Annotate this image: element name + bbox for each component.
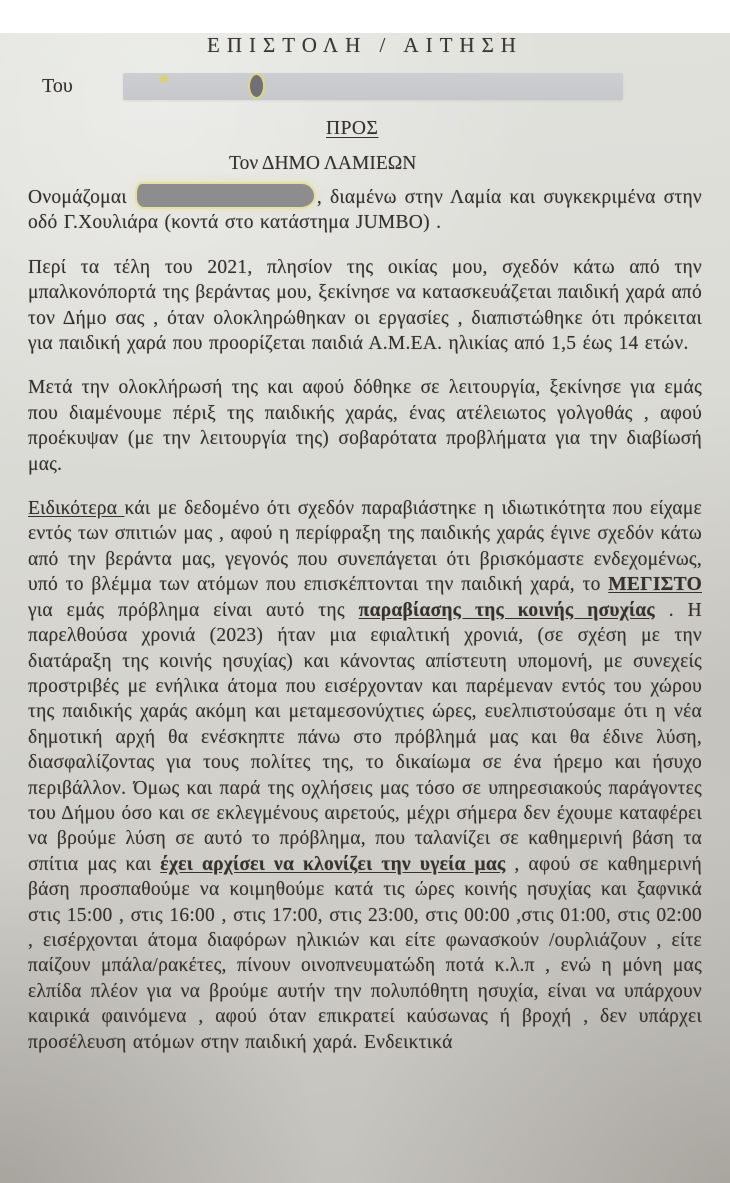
from-line [42, 72, 730, 100]
body-text: για εμάς πρόβλημα είναι αυτό της [28, 599, 359, 621]
emphasized-text: παραβίασης της κοινής ησυχίας [358, 599, 655, 621]
highlighter-dot-mark [159, 75, 168, 83]
paragraph-details [28, 496, 702, 1055]
body-text: Ονομάζομαι [28, 187, 135, 208]
body-text: κάι με δεδομένο ότι σχεδόν παραβιάστηκε η ιδιωτικότητα που είχαμε εντός των σπιτιών μας , αφού η περίφραξη της παιδικής χαράς έγινε σχεδόν κάτω από την βεράντα μας, γεγονός που συνεπάγεται ότι βρισκόμαστε ενδεχομένως, υπό το βλέμμα των ατόμων που επισκέπτονται την παιδική χαρά, το [28, 498, 702, 596]
to-heading: ΠΡΟΣ [326, 118, 379, 139]
redacted-sender-bar [123, 73, 623, 100]
from-label: Του [42, 74, 73, 97]
letter-body [28, 184, 702, 1055]
letter-title: ΕΠΙΣΤΟΛΗ / ΑΙΤΗΣΗ [207, 33, 523, 57]
body-text: Περί τα τέλη του 2021, πλησίον της οικίας μου, σχεδόν κάτω από την μπαλκονόπορτά της βεράντας μου, ξεκίνησε να κατασκευάζεται παιδική χαρά από τον Δήμο σας , όταν ολοκληρώθηκαν οι εργασίες , διαπιστώθηκε ότι πρόκειται για παιδική χαρά που προορίζεται παιδιά Α.Μ.ΕΑ. ηλικίας από 1,5 έως 14 ετών. [28, 256, 703, 355]
pen-oval-mark [248, 73, 265, 99]
letter-page [0, 33, 730, 1183]
emphasized-text: Ειδικότερα [28, 498, 125, 520]
paragraph-playground-construction [28, 255, 702, 357]
body-text: , αφού σε καθημερινή βάση προσπαθούμε να κοιμηθούμε κατά τις ώρες κοινής ησυχίας και ξαφνικά στις 15:00 , στις 16:00 , στις 17:00, στις 23:00, στις 00:00 ,στις 01:00, στις 02:00 , εισέρχονται άτομα διαφόρων ηλικιών και είτε φωνασκούν /ουρλιάζουν , είτε παίζουν μπάλα/ρακέτες, πίνουν οινοπνευματώδη ποτά κ.λ.π , ενώ η μόνη μας ελπίδα πλέον για να βρούμε αυτήν την πολυπόθητη ησυχία, είναι να υπάρχουν καιρικά φαινόμενα , αφού όταν επικρατεί καύσωνας ή βροχή , δεν υπάρχει προσέλευση ατόμων στην παιδική χαρά. Ενδεικτικά [28, 853, 703, 1053]
recipient-line: Τον ΔΗΜΟ ΛΑΜΙΕΩΝ [229, 153, 417, 174]
emphasized-text: έχει αρχίσει να κλονίζει την υγεία μας [160, 853, 506, 875]
body-text: Μετά την ολοκλήρωσή της και αφού δόθηκε σε λειτουργία, ξεκίνησε για εμάς που διαμένουμε πέριξ της παιδικής χαράς, ένας ατέλειωτος γολγοθάς , αφού προέκυψαν (με την λειτουργία της) σοβαρότατα προβλήματα για την διαβίωσή μας. [28, 377, 702, 475]
paragraph-problems-started [28, 375, 702, 477]
body-text: , διαμένω στην Λαμία και συγκεκριμένα στην οδό Γ.Χουλιάρα (κοντά στο κατάστημα JUMBO) . [28, 187, 702, 234]
redacted-name [137, 184, 314, 207]
emphasized-text: ΜΕΓΙΣΤΟ [608, 574, 702, 596]
body-text: . Η παρελθούσα χρονιά (2023) ήταν μια εφιαλτική χρονιά, (σε σχέση με την διατάραξη της κοινής ησυχίας) και κάνοντας απίστευτη υπομονή, με συνεχείς προστριβές με ενήλικα άτομα που εισέρχονταν και παρέμεναν εντός του χώρου της παιδικής χαράς ακόμη και μεταμεσονύχτιες ώρες, ευελπιστούσαμε ότι η νέα δημοτική αρχή θα ενέσκηπτε πάνω στο πρόβλημά μας και θα έδινε λύση, διασφαλίζοντας για τους πολίτες της, το δικαίωμα σε ένα ήρεμο και ήσυχο περιβάλλον. Όμως και παρά της οχλήσεις μας τόσο σε υπηρεσιακούς παράγοντες του Δήμου όσο και σε εκλεγμένους αιρετούς, μέχρι σήμερα δεν έχουμε καταφέρει να βρούμε λύση σε αυτό το πρόβλημα, που ταλανίζει σε καθημερινή βάση τα σπίτια μας και [28, 599, 702, 875]
scanned-letter-photo [0, 33, 730, 1183]
paragraph-intro [28, 184, 702, 236]
